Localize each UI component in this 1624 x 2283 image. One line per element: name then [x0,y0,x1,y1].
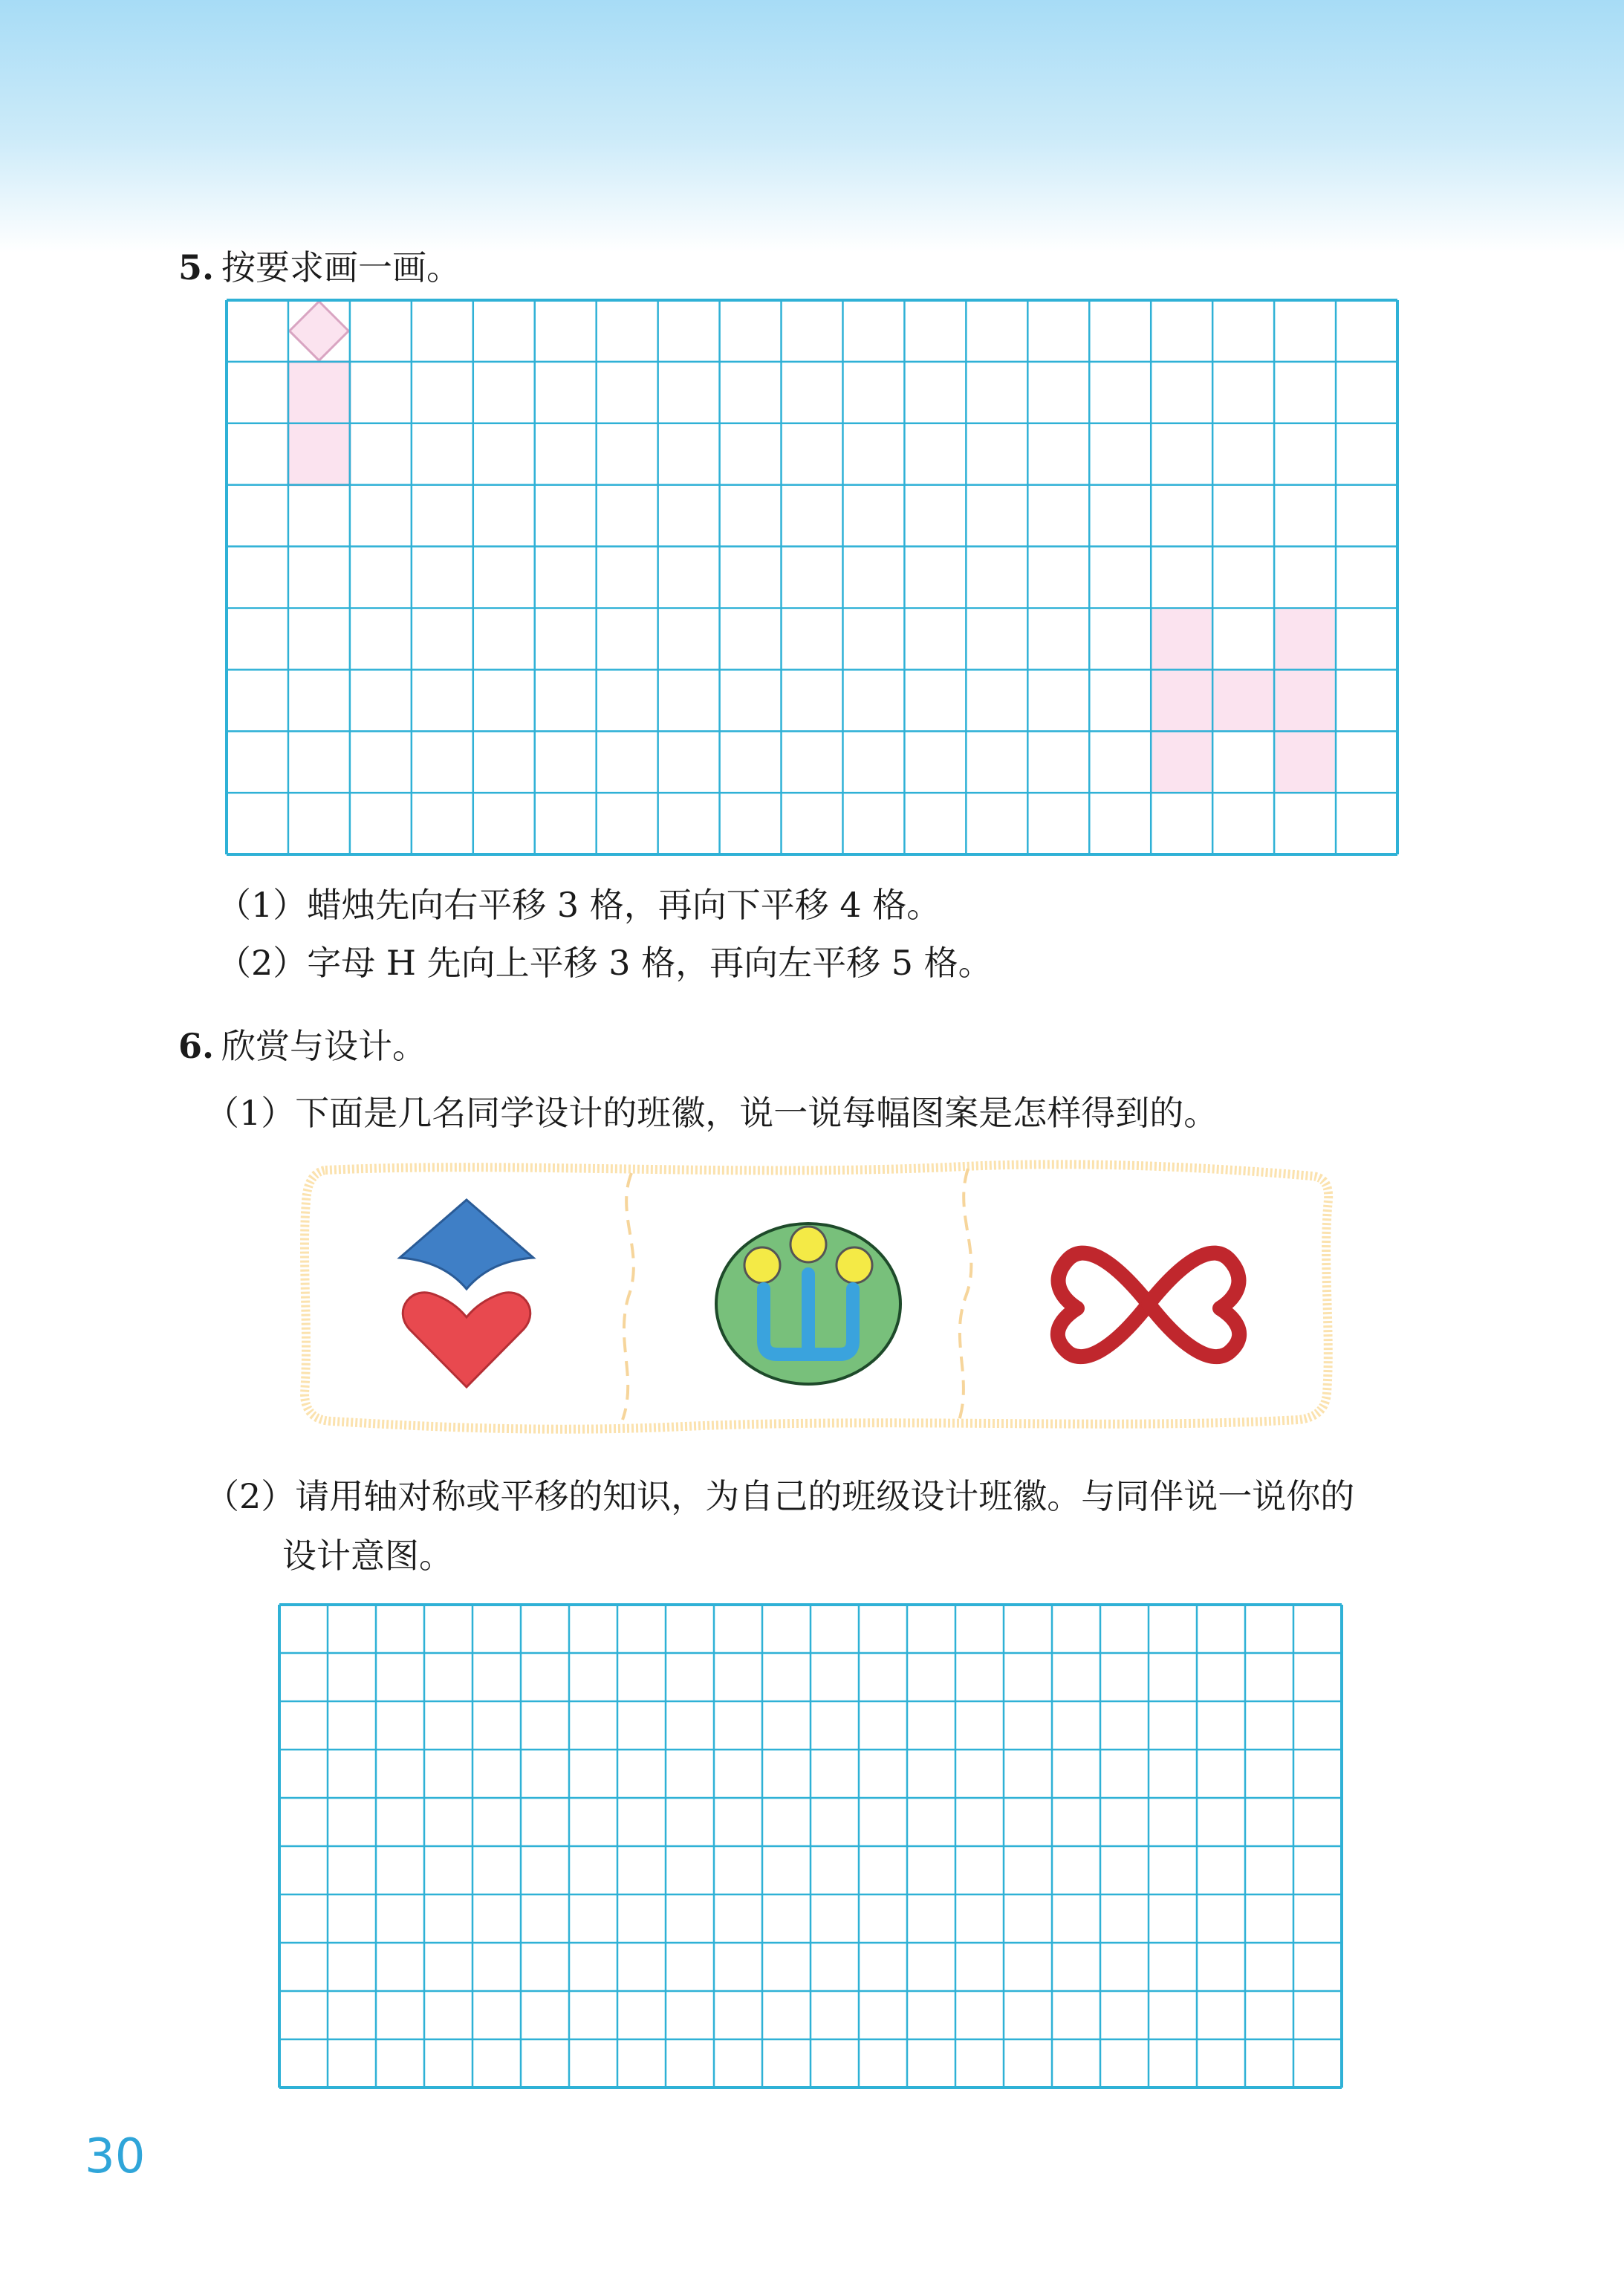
q5-heading [178,247,461,288]
letter-h-crossbar [1212,669,1274,731]
q6-item-1: （1）下面是几名同学设计的班徽，说一说每幅图案是怎样得到的。 [205,1093,1218,1133]
w-circles-badge-icon [716,1224,900,1384]
badge-gallery [296,1155,1336,1445]
page-number: 30 [85,2129,146,2184]
yellow-circle-middle [790,1227,826,1262]
top-gradient-band [0,0,1624,253]
q6-title: 欣赏与设计。 [221,1026,427,1066]
letter-h-right-bar [1274,608,1336,793]
q6-item-2-line-2: 设计意图。 [282,1536,453,1576]
q5-item-2: （2）字母 H 先向上平移 3 格，再向左平移 5 格。 [217,943,993,983]
yellow-circle-left [744,1247,780,1283]
q5-item-1: （1）蜡烛先向右平移 3 格，再向下平移 4 格。 [217,885,941,925]
q5-title: 按要求画一画。 [221,247,461,288]
candle-flame [290,302,349,361]
q6-heading [178,1025,426,1067]
yellow-circle-right [837,1247,872,1283]
q6-item-2-line-1: （2）请用轴对称或平移的知识，为自己的班级设计班徽。与同伴说一说你的 [205,1476,1355,1516]
q6-design-grid[interactable] [279,1605,1342,2088]
q6-number: 6. [178,1026,215,1066]
q5-number: 5. [178,247,215,288]
letter-h-left-bar [1151,608,1212,793]
q5-grid [227,300,1397,854]
